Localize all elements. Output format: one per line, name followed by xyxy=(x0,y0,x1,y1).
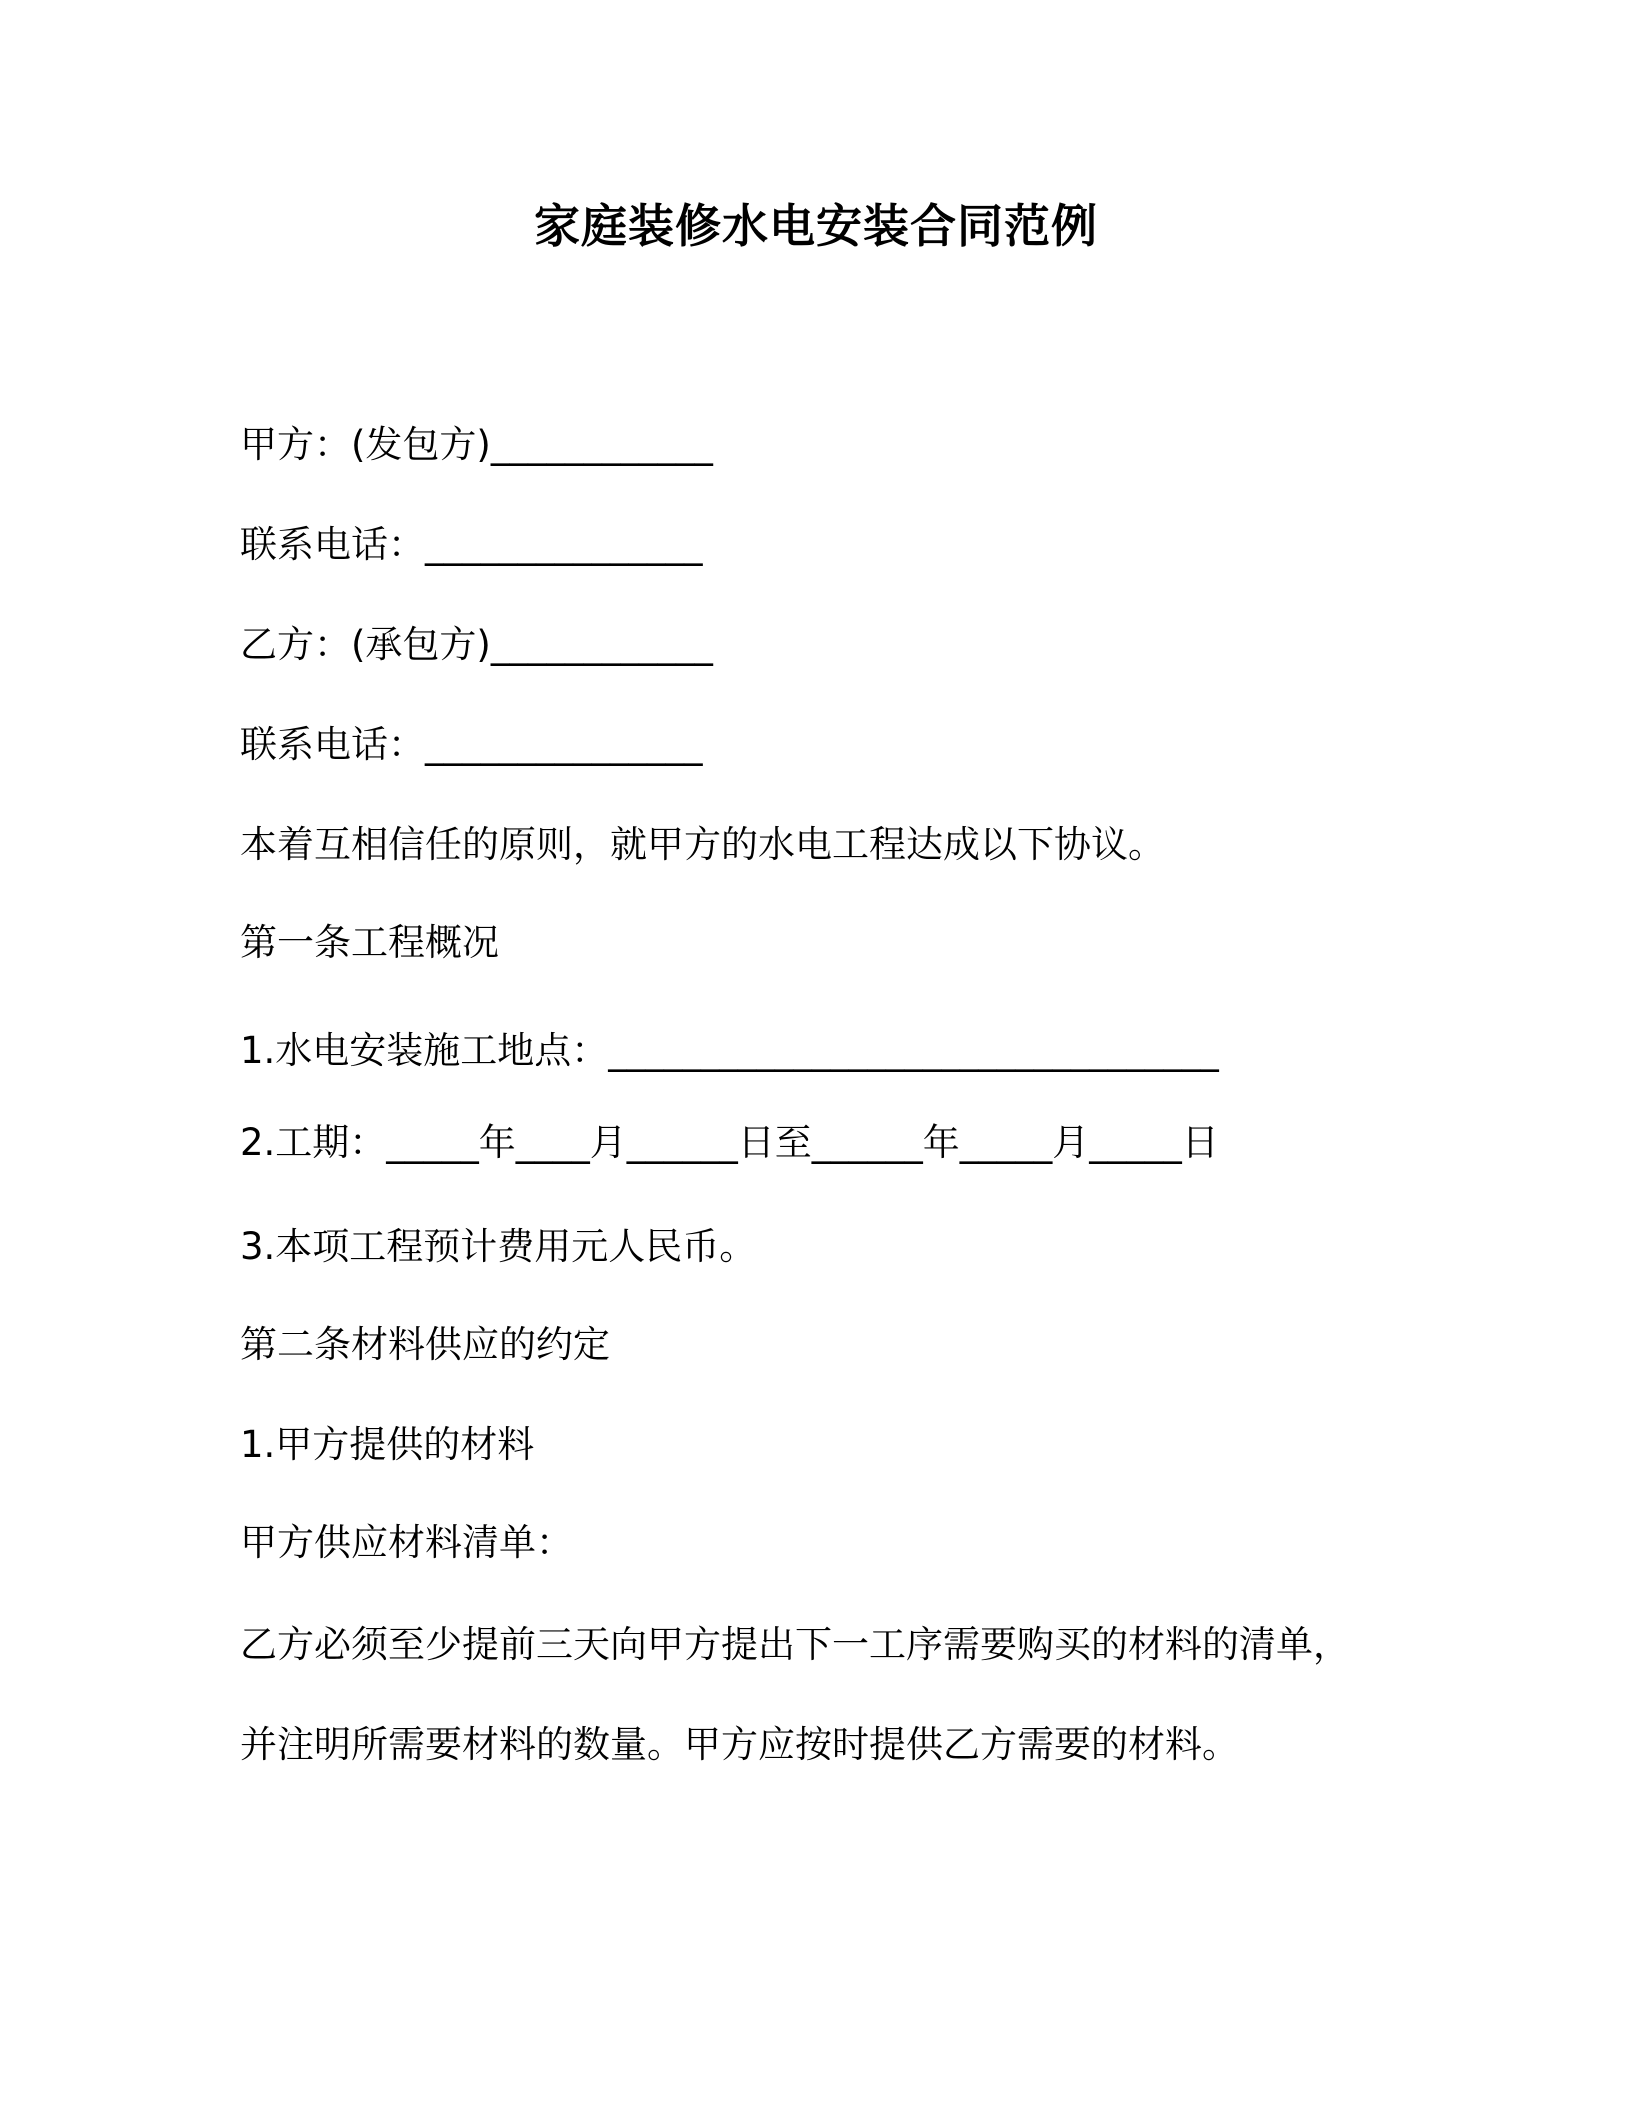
document-title: 家庭装修水电安装合同范例 xyxy=(534,199,1098,253)
material-list-label: 甲方供应材料清单： xyxy=(240,1521,573,1564)
party-a-line: 甲方：(发包方)____________ xyxy=(240,423,713,466)
article-1-heading: 第一条工程概况 xyxy=(240,921,499,964)
article-2-item-1: 1.甲方提供的材料 xyxy=(240,1423,535,1466)
article-1-item-1: 1.水电安装施工地点：_________________________________ xyxy=(240,1029,1219,1072)
article-2-heading: 第二条材料供应的约定 xyxy=(240,1323,610,1366)
agreement-intro: 本着互相信任的原则，就甲方的水电工程达成以下协议。 xyxy=(240,823,1165,866)
party-b-phone-line: 联系电话：_______________ xyxy=(240,723,703,766)
party-b-line: 乙方：(承包方)____________ xyxy=(240,623,713,666)
paragraph-line-1: 乙方必须至少提前三天向甲方提出下一工序需要购买的材料的清单， xyxy=(240,1623,1350,1666)
paragraph-line-2: 并注明所需要材料的数量。甲方应按时提供乙方需要的材料。 xyxy=(240,1723,1239,1766)
article-1-item-2: 2.工期：_____年____月______日至______年_____月_____日 xyxy=(240,1121,1219,1164)
party-a-phone-line: 联系电话：_______________ xyxy=(240,523,703,566)
article-1-item-3: 3.本项工程预计费用元人民币。 xyxy=(240,1225,757,1268)
